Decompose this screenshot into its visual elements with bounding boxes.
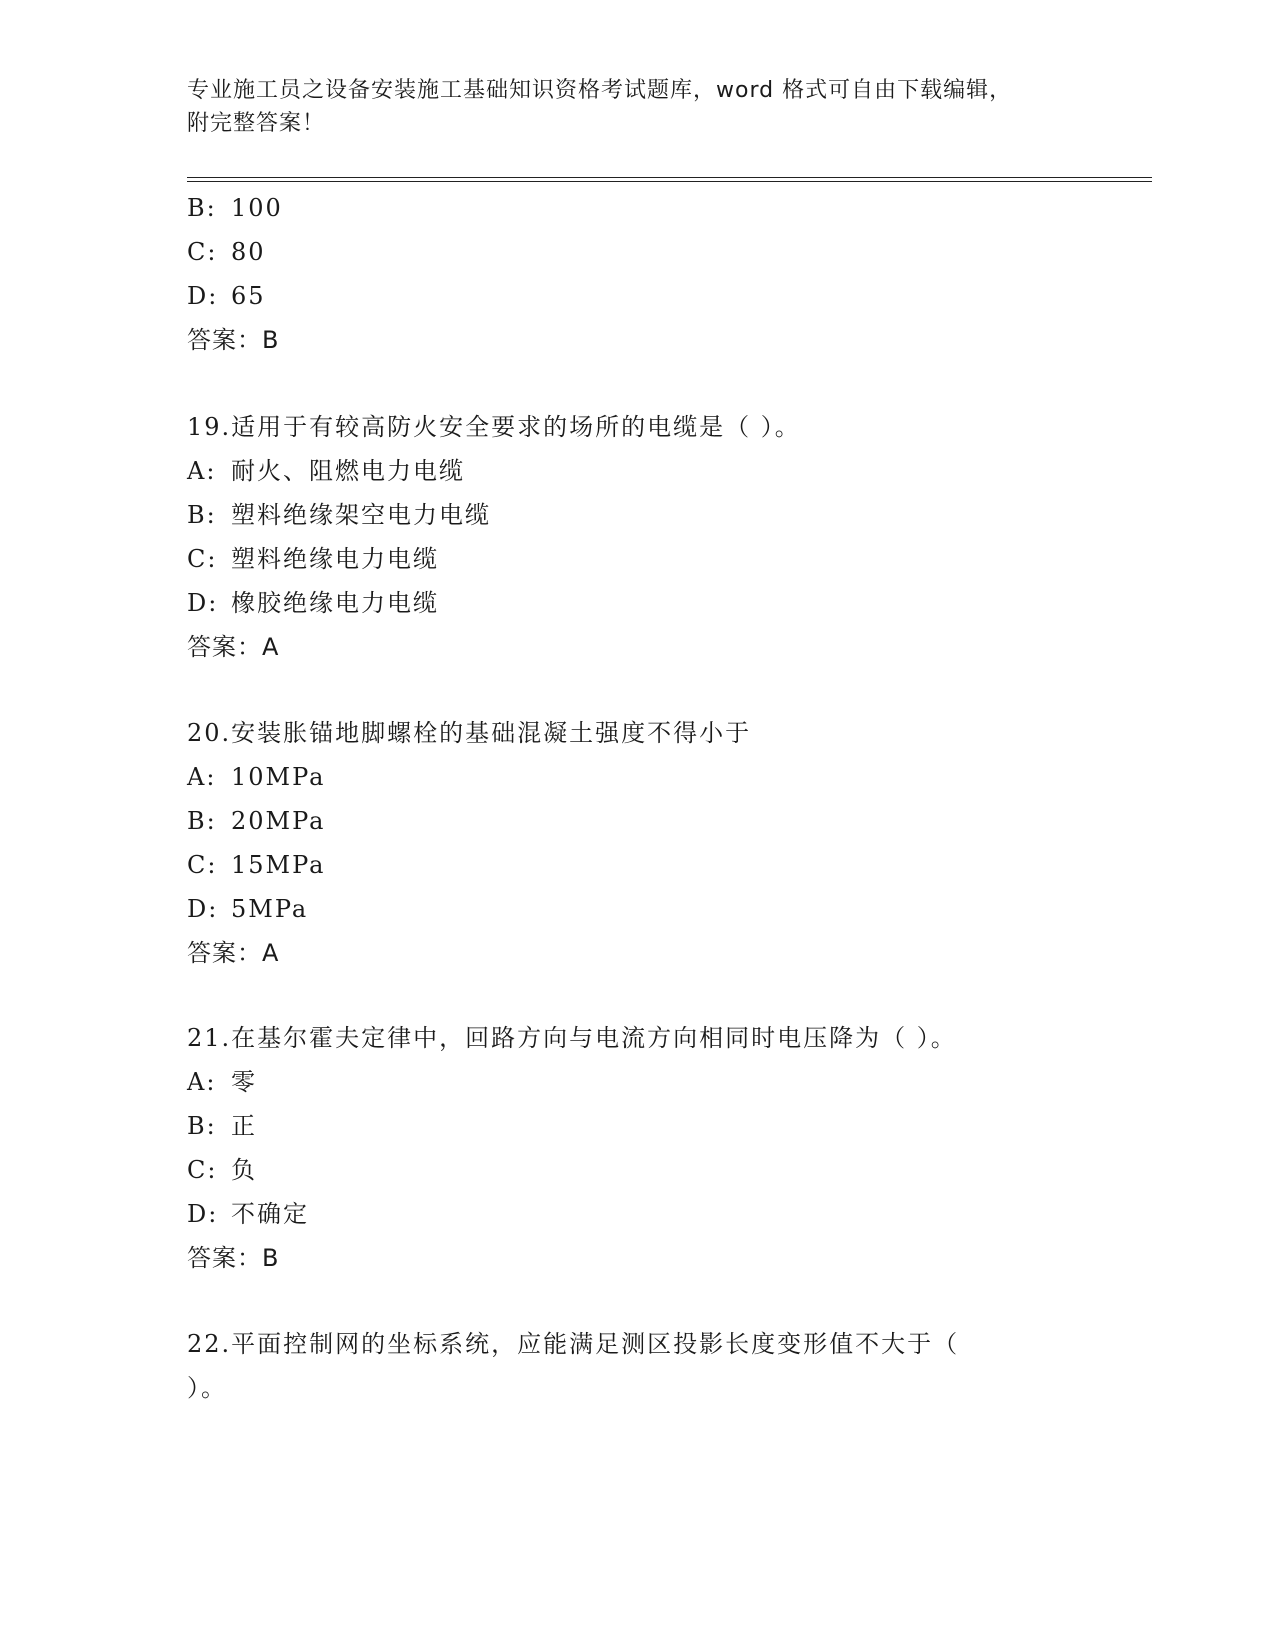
answer-line: 答案：A <box>187 939 280 967</box>
option-label: A: <box>187 1068 217 1096</box>
option-text: 负 <box>231 1156 257 1184</box>
option-text: 10MPa <box>231 763 326 791</box>
option-text: 5MPa <box>231 895 309 923</box>
option-label: D: <box>187 282 219 310</box>
question-text: 19.适用于有较高防火安全要求的场所的电缆是（ ）。 <box>187 413 801 441</box>
option-row <box>187 1199 309 1229</box>
option-label: C: <box>187 1156 218 1184</box>
header-line-2: 附完整答案！ <box>187 111 326 136</box>
question-text-continued: ）。 <box>187 1374 227 1402</box>
question-text: 21.在基尔霍夫定律中，回路方向与电流方向相同时电压降为（ ）。 <box>187 1024 957 1052</box>
option-text: 20MPa <box>231 807 326 835</box>
option-text: 正 <box>231 1112 257 1140</box>
option-row <box>187 806 326 836</box>
option-text: 15MPa <box>231 851 326 879</box>
header-line-1: 专业施工员之设备安装施工基础知识资格考试题库，word 格式可自由下载编辑， <box>187 78 1013 103</box>
option-row <box>187 500 491 530</box>
header-divider-top <box>187 177 1152 178</box>
option-label: A: <box>187 457 217 485</box>
option-row <box>187 193 283 223</box>
option-text: 零 <box>231 1068 257 1096</box>
answer-line: 答案：B <box>187 1244 280 1272</box>
option-row <box>187 1111 257 1141</box>
option-text: 100 <box>231 194 283 222</box>
option-row <box>187 544 439 574</box>
document-header <box>187 74 1087 140</box>
option-row <box>187 1155 257 1185</box>
option-label: C: <box>187 545 218 573</box>
option-label: D: <box>187 1200 219 1228</box>
option-label: B: <box>187 501 217 529</box>
option-label: C: <box>187 238 218 266</box>
option-label: D: <box>187 589 219 617</box>
option-text: 80 <box>231 238 266 266</box>
option-row <box>187 850 326 880</box>
answer-line: 答案：B <box>187 326 280 354</box>
option-row <box>187 281 266 311</box>
question-text: 20.安装胀锚地脚螺栓的基础混凝土强度不得小于 <box>187 719 752 747</box>
option-label: D: <box>187 895 219 923</box>
option-label: C: <box>187 851 218 879</box>
option-row <box>187 588 439 618</box>
option-label: B: <box>187 1112 217 1140</box>
option-row <box>187 762 326 792</box>
option-text: 耐火、阻燃电力电缆 <box>231 457 465 485</box>
option-row <box>187 456 465 486</box>
question-text: 22.平面控制网的坐标系统，应能满足测区投影长度变形值不大于（ <box>187 1330 960 1358</box>
option-label: A: <box>187 763 217 791</box>
option-text: 不确定 <box>231 1200 309 1228</box>
option-row <box>187 1067 257 1097</box>
option-text: 塑料绝缘电力电缆 <box>231 545 439 573</box>
option-text: 65 <box>231 282 266 310</box>
header-divider-bottom <box>187 181 1152 182</box>
option-label: B: <box>187 807 217 835</box>
option-label: B: <box>187 194 217 222</box>
option-row <box>187 237 266 267</box>
option-text: 橡胶绝缘电力电缆 <box>231 589 439 617</box>
option-text: 塑料绝缘架空电力电缆 <box>231 501 491 529</box>
option-row <box>187 894 308 924</box>
answer-line: 答案：A <box>187 633 280 661</box>
